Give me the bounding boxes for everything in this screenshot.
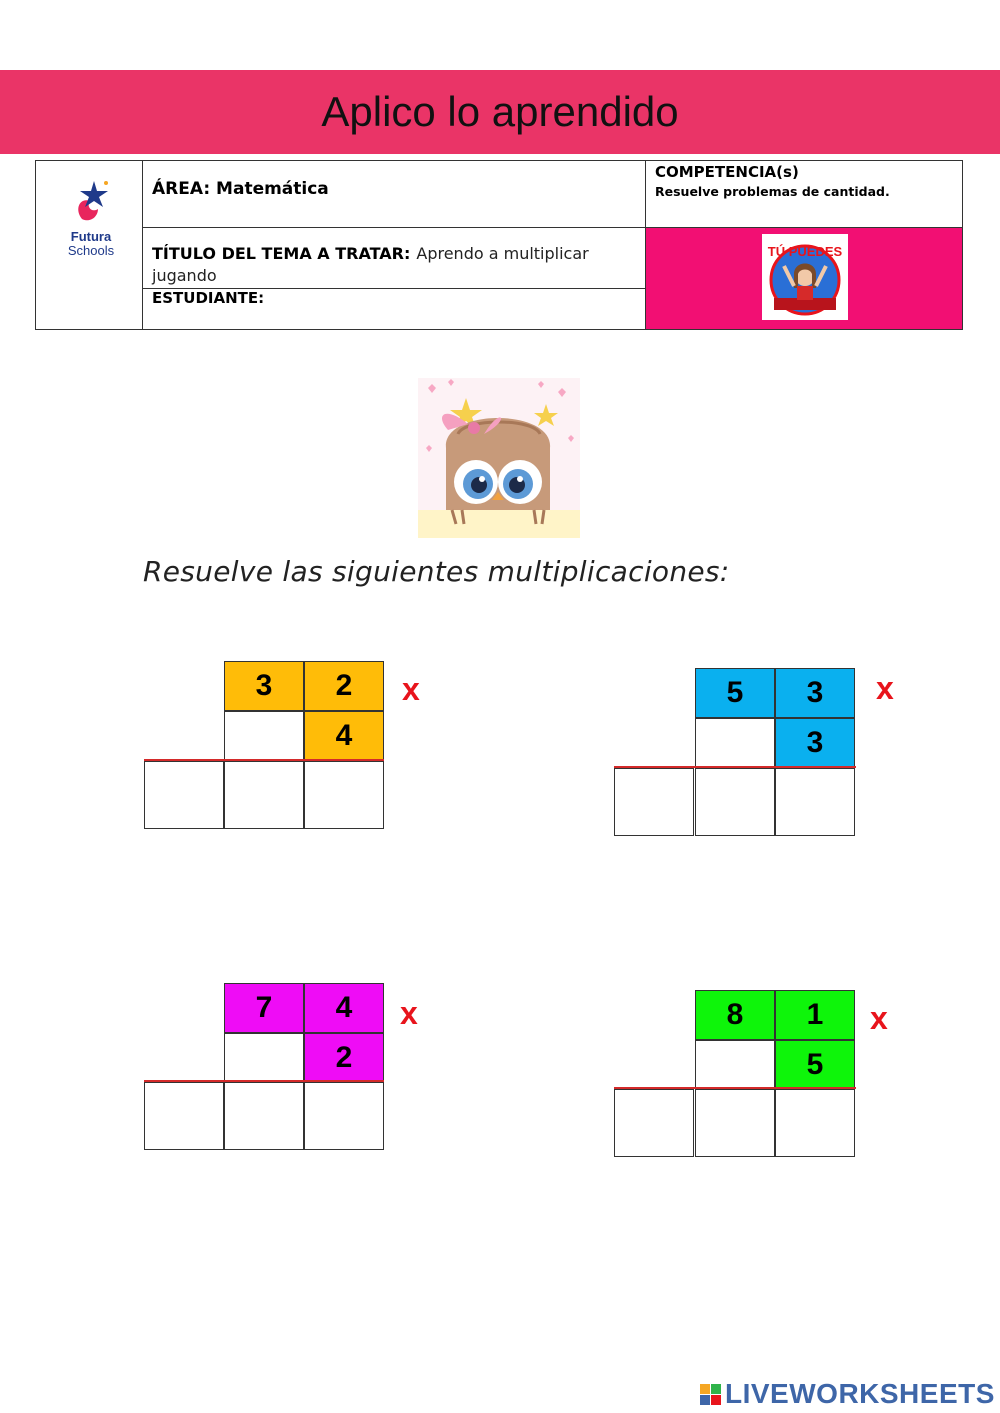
competencia-text: Resuelve problemas de cantidad. [655, 184, 890, 199]
multiply-operator: x [400, 995, 418, 1031]
answer-box-hundreds[interactable] [144, 1082, 224, 1150]
page-title: Aplico lo aprendido [321, 88, 679, 135]
top-tens-digit: 3 [224, 661, 304, 711]
multiplication-problem-4 [614, 990, 914, 1170]
liveworksheets-text: LIVEWORKSHEETS [725, 1378, 995, 1409]
answer-box-units[interactable] [775, 1089, 855, 1157]
owl-illustration [418, 378, 580, 538]
answer-box-tens[interactable] [695, 768, 775, 836]
title-banner [0, 70, 1000, 154]
empty-cell [695, 718, 775, 768]
top-tens-digit: 7 [224, 983, 304, 1033]
futura-schools-logo [56, 179, 126, 258]
top-units-digit: 4 [304, 983, 384, 1033]
pink-badge-cell [646, 228, 962, 329]
badge-text: TÚ PUEDES [767, 244, 843, 259]
multiplication-problem-2 [614, 668, 914, 848]
multiplication-problem-1 [144, 661, 444, 841]
empty-cell [224, 711, 304, 761]
titulo-value: Aprendo a multiplicar jugando [152, 244, 589, 285]
liveworksheets-logo [700, 1378, 995, 1410]
answer-box-hundreds[interactable] [144, 761, 224, 829]
answer-box-hundreds[interactable] [614, 768, 694, 836]
competencia-title: COMPETENCIA(s) [655, 163, 799, 181]
logo-text-futura: Futura [70, 229, 112, 244]
answer-box-tens[interactable] [695, 1089, 775, 1157]
multiply-operator: x [870, 1000, 888, 1036]
multiply-operator: x [876, 670, 894, 706]
competencia-cell [646, 161, 962, 228]
area-field: ÁREA: Matemática [143, 161, 646, 228]
top-units-digit: 2 [304, 661, 384, 711]
instructions-text: Resuelve las siguientes multiplicaciones: [143, 555, 730, 588]
answer-box-units[interactable] [304, 761, 384, 829]
multiply-operator: x [402, 671, 420, 707]
liveworksheets-icon [700, 1384, 721, 1405]
logo-cell [36, 161, 143, 329]
owl-icon [418, 378, 580, 538]
answer-box-tens[interactable] [224, 761, 304, 829]
empty-cell [695, 1040, 775, 1090]
answer-box-units[interactable] [775, 768, 855, 836]
multiplier-digit: 4 [304, 711, 384, 761]
tu-puedes-image [764, 236, 846, 318]
multiplier-digit: 2 [304, 1033, 384, 1083]
estudiante-label: ESTUDIANTE: [152, 289, 265, 307]
top-units-digit: 1 [775, 990, 855, 1040]
info-table [35, 160, 963, 330]
tu-puedes-badge [762, 234, 848, 320]
star-flame-icon [68, 179, 114, 225]
titulo-label: TÍTULO DEL TEMA A TRATAR: [152, 244, 411, 263]
multiplier-digit: 5 [775, 1040, 855, 1090]
multiplier-digit: 3 [775, 718, 855, 768]
estudiante-field[interactable] [143, 289, 646, 329]
logo-text-schools: Schools [67, 243, 115, 258]
answer-box-units[interactable] [304, 1082, 384, 1150]
multiplication-problem-3 [144, 983, 444, 1163]
answer-box-tens[interactable] [224, 1082, 304, 1150]
top-tens-digit: 8 [695, 990, 775, 1040]
top-tens-digit: 5 [695, 668, 775, 718]
answer-box-hundreds[interactable] [614, 1089, 694, 1157]
titulo-cell [143, 228, 646, 289]
top-units-digit: 3 [775, 668, 855, 718]
empty-cell [224, 1033, 304, 1083]
